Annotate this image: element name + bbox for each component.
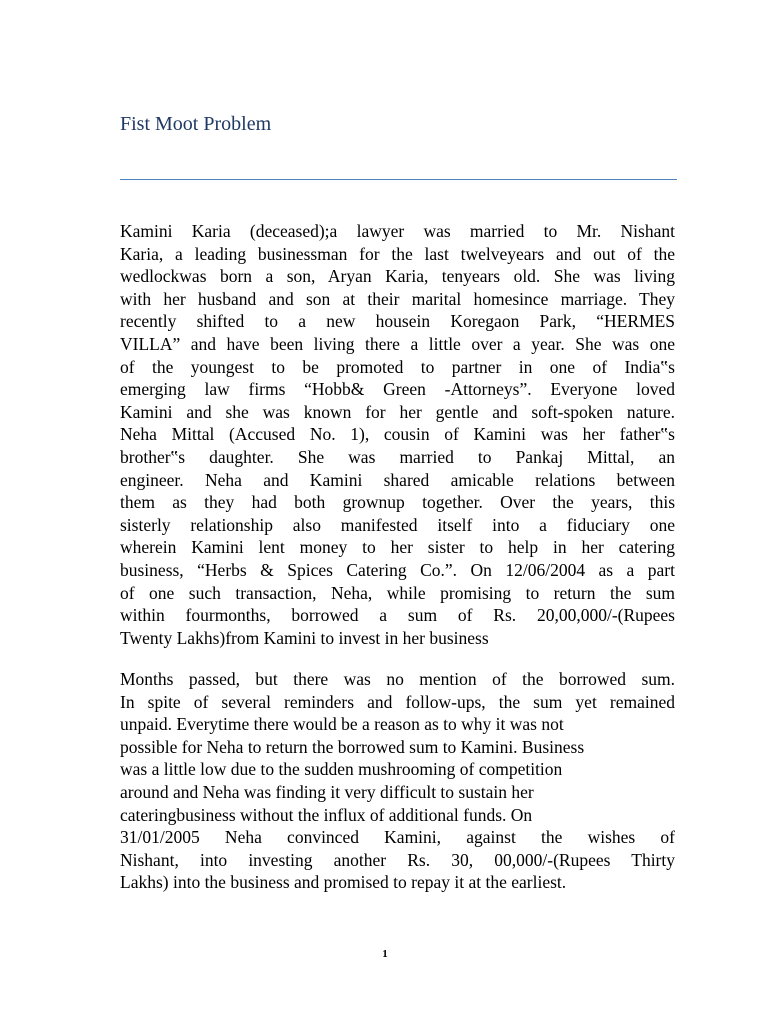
page-number: 1 bbox=[382, 948, 388, 960]
paragraph-line: within fourmonths, borrowed a sum of Rs. 20,00,000/-(Rupees bbox=[120, 605, 675, 626]
paragraph-line: Months passed, but there was no mention of the borrowed sum. bbox=[120, 669, 675, 689]
paragraph-line: Karia, a leading businessman for the last twelveyears and out of the bbox=[120, 243, 675, 264]
paragraph-line: them as they had both grownup together. Over the years, this bbox=[120, 492, 675, 513]
paragraph-line: around and Neha was finding it very difficult to sustain her bbox=[120, 781, 534, 802]
paragraph-1 bbox=[120, 220, 675, 649]
paragraph-line: Twenty Lakhs)from Kamini to invest in her business bbox=[120, 627, 489, 648]
paragraph-line: sisterly relationship also manifested itself into a fiduciary one bbox=[120, 514, 675, 535]
paragraph-line: engineer. Neha and Kamini shared amicable relations between bbox=[120, 469, 675, 490]
paragraph-line: possible for Neha to return the borrowed sum to Kamini. Business bbox=[120, 736, 585, 757]
paragraph-2 bbox=[120, 668, 675, 894]
paragraph-line: Kamini Karia (deceased);a lawyer was married to Mr. Nishant bbox=[120, 221, 675, 241]
paragraph-line: cateringbusiness without the influx of additional funds. On bbox=[120, 804, 533, 825]
paragraph-line: VILLA” and have been living there a little over a year. She was one bbox=[120, 333, 675, 354]
paragraph-line: 31/01/2005 Neha convinced Kamini, against the wishes of bbox=[120, 827, 675, 848]
paragraph-line: of the youngest to be promoted to partner in one of India‟s bbox=[120, 356, 675, 377]
document-title: Fist Moot Problem bbox=[120, 113, 272, 135]
paragraph-line: with her husband and son at their marital homesince marriage. They bbox=[120, 288, 675, 309]
paragraph-line: was a little low due to the sudden mushrooming of competition bbox=[120, 759, 563, 780]
paragraph-line: Lakhs) into the business and promised to repay it at the earliest. bbox=[120, 872, 567, 893]
paragraph-line: wherein Kamini lent money to her sister to help in her catering bbox=[120, 537, 675, 558]
paragraph-line: unpaid. Everytime there would be a reason as to why it was not bbox=[120, 714, 564, 735]
paragraph-line: Nishant, into investing another Rs. 30, 00,000/-(Rupees Thirty bbox=[120, 849, 675, 870]
paragraph-line: In spite of several reminders and follow-ups, the sum yet remained bbox=[120, 691, 675, 712]
paragraph-line: recently shifted to a new housein Koregaon Park, “HERMES bbox=[120, 311, 675, 332]
paragraph-line: emerging law firms “Hobb& Green -Attorneys”. Everyone loved bbox=[120, 379, 675, 400]
paragraph-line: wedlockwas born a son, Aryan Karia, tenyears old. She was living bbox=[120, 266, 675, 287]
paragraph-line: of one such transaction, Neha, while promising to return the sum bbox=[120, 582, 675, 603]
title-divider bbox=[120, 179, 677, 180]
paragraph-line: brother‟s daughter. She was married to Pankaj Mittal, an bbox=[120, 446, 675, 467]
paragraph-line: Neha Mittal (Accused No. 1), cousin of Kamini was her father‟s bbox=[120, 424, 675, 445]
paragraph-line: Kamini and she was known for her gentle and soft-spoken nature. bbox=[120, 401, 675, 422]
paragraph-line: business, “Herbs & Spices Catering Co.”. On 12/06/2004 as a part bbox=[120, 559, 675, 580]
